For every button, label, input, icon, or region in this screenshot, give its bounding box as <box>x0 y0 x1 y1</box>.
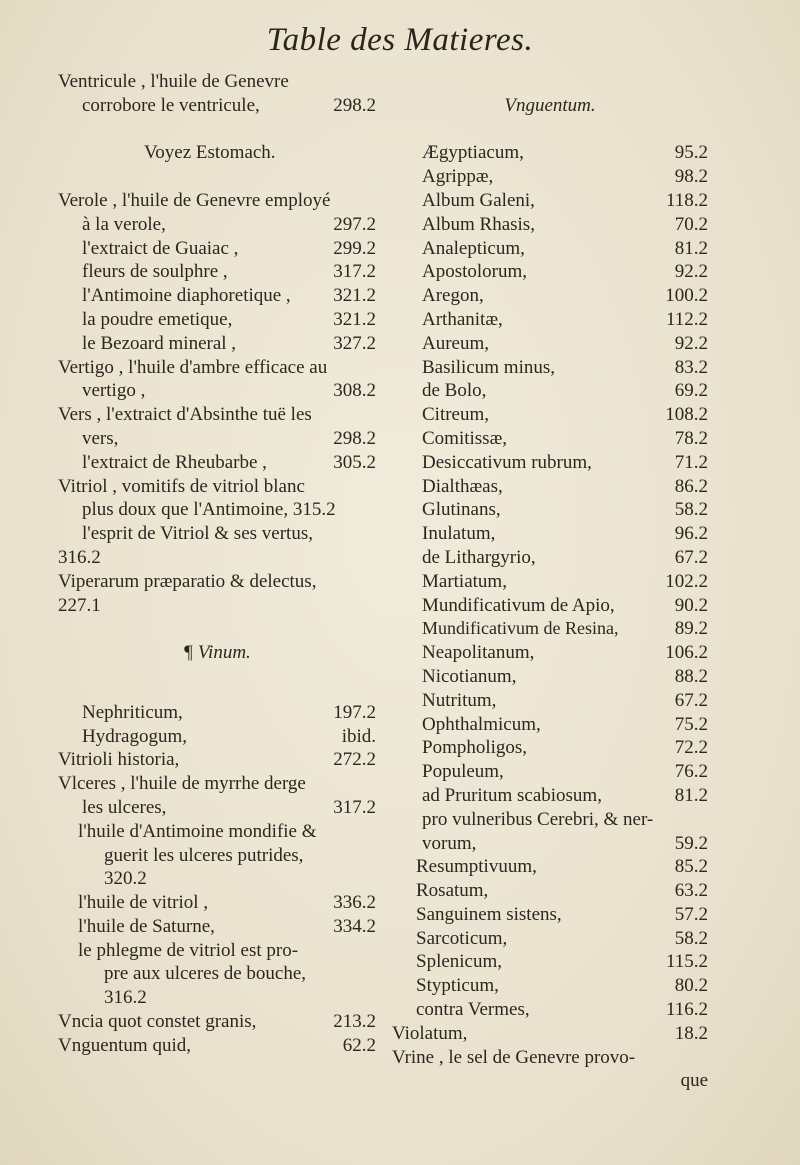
entry-line <box>58 498 376 522</box>
entry-line <box>58 939 376 963</box>
entry-line <box>58 570 376 594</box>
entry-page: 118.2 <box>665 189 708 211</box>
entry-text: Vers , l'extraict d'Absinthe tuë les <box>58 404 312 426</box>
entry-page: 102.2 <box>665 570 708 592</box>
entry-line <box>392 570 708 594</box>
entry-text: Mundificativum de Resina, <box>422 618 619 639</box>
entry-page: 67.2 <box>674 689 708 711</box>
entry-line <box>392 165 708 189</box>
entry-line <box>58 986 376 1010</box>
entry-text: Dialthæas, <box>422 475 503 497</box>
section-heading-vinum <box>58 641 376 665</box>
entry-line <box>58 213 376 237</box>
entry-line <box>392 832 708 856</box>
heading-text: ¶ Vinum. <box>183 642 251 664</box>
entry-text: Comitissæ, <box>422 427 507 449</box>
entry-page: 317.2 <box>333 261 376 283</box>
entry-page: 62.2 <box>342 1034 376 1056</box>
entry-text: Vrine , le sel de Genevre provo- <box>392 1046 636 1068</box>
entry-line <box>392 546 708 570</box>
entry-line <box>58 867 376 891</box>
entry-page: 18.2 <box>674 1022 708 1044</box>
entry-text: vorum, <box>422 832 477 854</box>
entry-text: l'huile d'Antimoine mondifie & <box>78 820 317 842</box>
entry-text: Voyez Estomach. <box>144 142 276 164</box>
entry-text: Resumptivuum, <box>416 856 537 878</box>
entry-text: 227.1 <box>58 594 101 616</box>
entry-text: Hydragogum, <box>82 725 188 747</box>
entry-text: Citreum, <box>422 404 490 426</box>
entry-line <box>58 427 376 451</box>
entry-line <box>58 260 376 284</box>
entry-page: 96.2 <box>674 523 708 545</box>
entry-line <box>392 522 708 546</box>
entry-page: 95.2 <box>674 142 708 164</box>
entry-line <box>58 451 376 475</box>
entry-page: 89.2 <box>674 618 708 640</box>
entry-text: Nutritum, <box>422 689 497 711</box>
entry-line <box>58 1034 376 1058</box>
entry-line <box>392 141 708 165</box>
entry-page: 298.2 <box>333 94 376 116</box>
entry-text: pro vulneribus Cerebri, & ner- <box>422 808 654 830</box>
entry-text: le phlegme de vitriol est pro- <box>78 939 299 961</box>
entry-page: 336.2 <box>333 892 376 914</box>
entry-page: 334.2 <box>333 915 376 937</box>
entry-text: à la verole, <box>82 213 166 235</box>
entry-page: 98.2 <box>674 166 708 188</box>
entry-text: Nephriticum, <box>82 701 183 723</box>
entry-line <box>58 915 376 939</box>
entry-page: 272.2 <box>333 749 376 771</box>
entry-line <box>58 962 376 986</box>
entry-page: 115.2 <box>665 951 708 973</box>
entry-page: 70.2 <box>674 213 708 235</box>
entry-line <box>58 820 376 844</box>
entry-line <box>392 617 708 641</box>
entry-text: Rosatum, <box>416 880 489 902</box>
entry-page: 298.2 <box>333 427 376 449</box>
entry-line <box>392 237 708 261</box>
entry-page: 321.2 <box>333 285 376 307</box>
entry-text: Basilicum minus, <box>422 356 555 378</box>
entry-line <box>392 784 708 808</box>
entry-text: guerit les ulceres putrides, <box>104 844 304 866</box>
entry-line <box>392 260 708 284</box>
entry-line <box>392 451 708 475</box>
entry-text: Splenicum, <box>416 951 503 973</box>
entry-text: Sarcoticum, <box>416 927 508 949</box>
entry-text: Vnguentum quid, <box>58 1034 191 1056</box>
entry-line <box>392 927 708 951</box>
entry-line <box>58 70 376 94</box>
entry-text: Album Galeni, <box>422 189 535 211</box>
entry-line <box>58 94 376 118</box>
entry-text: contra Vermes, <box>416 999 530 1021</box>
entry-page: 76.2 <box>674 761 708 783</box>
entry-line <box>392 689 708 713</box>
section-heading-vnguentum <box>392 94 708 118</box>
entry-line <box>58 475 376 499</box>
entry-text: 316.2 <box>58 546 101 568</box>
entry-line <box>58 748 376 772</box>
entry-text: l'esprit de Vitriol & ses vertus, <box>82 523 313 545</box>
entry-page: 305.2 <box>333 451 376 473</box>
entry-page: 321.2 <box>333 308 376 330</box>
entry-page: 100.2 <box>665 285 708 307</box>
entry-line <box>392 427 708 451</box>
entry-text: l'huile de vitriol , <box>78 892 209 914</box>
entry-line <box>392 594 708 618</box>
entry-text: Sanguinem sistens, <box>416 903 562 925</box>
entry-line <box>392 498 708 522</box>
entry-text: Vncia quot constet granis, <box>58 1011 257 1033</box>
entry-page: 86.2 <box>674 475 708 497</box>
entry-page: 83.2 <box>674 356 708 378</box>
entry-page: 90.2 <box>674 594 708 616</box>
entry-page: 80.2 <box>674 975 708 997</box>
entry-page: 78.2 <box>674 427 708 449</box>
entry-line <box>392 665 708 689</box>
entry-text: Aregon, <box>422 285 484 307</box>
entry-text: les ulceres, <box>82 796 167 818</box>
entry-page: 88.2 <box>674 665 708 687</box>
entry-line <box>58 546 376 570</box>
entry-page: 297.2 <box>333 213 376 235</box>
entry-text: Ophthalmicum, <box>422 713 541 735</box>
entry-page: 69.2 <box>674 380 708 402</box>
entry-text: Populeum, <box>422 761 504 783</box>
entry-text: vertigo , <box>82 380 146 402</box>
entry-text: plus doux que l'Antimoine, 315.2 <box>82 499 336 521</box>
entry-line <box>392 974 708 998</box>
entry-line <box>392 998 708 1022</box>
entry-text: de Lithargyrio, <box>422 546 536 568</box>
entry-text: le Bezoard mineral , <box>82 332 237 354</box>
entry-page: 108.2 <box>665 404 708 426</box>
entry-text: la poudre emetique, <box>82 308 233 330</box>
entry-line <box>392 855 708 879</box>
entry-text: l'extraict de Guaiac , <box>82 237 239 259</box>
entry-text: ad Pruritum scabiosum, <box>422 784 602 806</box>
entry-page: 81.2 <box>674 784 708 806</box>
entry-line <box>58 308 376 332</box>
entry-line <box>392 475 708 499</box>
entry-page: 197.2 <box>333 701 376 723</box>
entry-text: Martiatum, <box>422 570 507 592</box>
entry-page: 81.2 <box>674 237 708 259</box>
entry-text: l'huile de Saturne, <box>78 915 215 937</box>
entry-line <box>392 950 708 974</box>
entry-text: pre aux ulceres de bouche, <box>104 963 307 985</box>
entry-page: 308.2 <box>333 380 376 402</box>
entry-line <box>392 356 708 380</box>
entry-page: 58.2 <box>674 499 708 521</box>
entry-text: fleurs de soulphre , <box>82 261 228 283</box>
entry-line <box>392 189 708 213</box>
entry-page: 116.2 <box>665 999 708 1021</box>
entry-page: 71.2 <box>674 451 708 473</box>
entry-text: Ventricule , l'huile de Genevre <box>58 71 289 92</box>
entry-text: que <box>680 1070 708 1092</box>
entry-line <box>392 641 708 665</box>
entry-line <box>58 844 376 868</box>
entry-line <box>392 713 708 737</box>
entry-text: Viperarum præparatio & delectus, <box>58 570 317 592</box>
entry-line <box>392 213 708 237</box>
entry-text: Arthanitæ, <box>422 308 503 330</box>
entry-text: de Bolo, <box>422 380 487 402</box>
entry-page: 317.2 <box>333 796 376 818</box>
entry-text: Ægyptiacum, <box>422 142 524 164</box>
entry-line <box>392 879 708 903</box>
entry-text: Vitrioli historia, <box>58 749 180 771</box>
entry-line <box>58 701 376 725</box>
entry-text: Pompholigos, <box>422 737 528 759</box>
entry-line <box>392 1046 708 1070</box>
entry-text: Analepticum, <box>422 237 525 259</box>
entry-line <box>392 284 708 308</box>
entry-text: Desiccativum rubrum, <box>422 451 592 473</box>
entry-line <box>58 522 376 546</box>
entry-text: l'Antimoine diaphoretique , <box>82 285 291 307</box>
entry-page: 327.2 <box>333 332 376 354</box>
entry-page: 213.2 <box>333 1011 376 1033</box>
entry-line <box>58 772 376 796</box>
entry-page: 72.2 <box>674 737 708 759</box>
entry-line <box>392 1069 708 1093</box>
entry-line <box>58 189 376 213</box>
entry-line <box>58 594 376 618</box>
entry-line <box>58 725 376 749</box>
entry-line <box>58 891 376 915</box>
entry-text: Verole , l'huile de Genevre employé <box>58 189 331 211</box>
entry-line <box>392 1022 708 1046</box>
entry-text: Stypticum, <box>416 975 499 997</box>
entry-text: 320.2 <box>104 868 147 890</box>
entry-line <box>392 760 708 784</box>
entry-line <box>392 736 708 760</box>
entry-text: Album Rhasis, <box>422 213 535 235</box>
entry-page: 299.2 <box>333 237 376 259</box>
entry-text: Apostolorum, <box>422 261 528 283</box>
entry-text: Neapolitanum, <box>422 642 535 664</box>
entry-line <box>58 332 376 356</box>
right-column <box>392 70 708 1093</box>
entry-text: Aureum, <box>422 332 490 354</box>
entry-page: 67.2 <box>674 546 708 568</box>
entry-text: Vitriol , vomitifs de vitriol blanc <box>58 475 305 497</box>
entry-line <box>392 379 708 403</box>
entry-page: 85.2 <box>674 856 708 878</box>
left-column <box>58 70 376 1058</box>
entry-text: Nicotianum, <box>422 665 517 687</box>
entry-text: Glutinans, <box>422 499 501 521</box>
entry-text: 316.2 <box>104 987 147 1009</box>
entry-page: 58.2 <box>674 927 708 949</box>
entry-line <box>58 796 376 820</box>
page-title: Table des Matieres. <box>266 22 534 58</box>
entry-page: 59.2 <box>674 832 708 854</box>
entry-text: Violatum, <box>392 1022 468 1044</box>
entry-page: 106.2 <box>665 642 708 664</box>
entry-line <box>58 1010 376 1034</box>
entry-line <box>58 379 376 403</box>
entry-page: 57.2 <box>674 903 708 925</box>
entry-line <box>58 141 376 165</box>
entry-text: Agrippæ, <box>422 166 494 188</box>
entry-text: Vertigo , l'huile d'ambre efficace au <box>58 356 328 378</box>
entry-page: 92.2 <box>674 332 708 354</box>
entry-page: 75.2 <box>674 713 708 735</box>
entry-line <box>392 903 708 927</box>
entry-page: ibid. <box>341 725 376 747</box>
entry-page: 92.2 <box>674 261 708 283</box>
entry-text: vers, <box>82 427 119 449</box>
entry-line <box>392 308 708 332</box>
entry-text: l'extraict de Rheubarbe , <box>82 451 267 473</box>
entry-text: Inulatum, <box>422 523 496 545</box>
entry-line <box>392 808 708 832</box>
entry-line <box>392 403 708 427</box>
entry-text: corrobore le ventricule, <box>82 94 260 116</box>
heading-text: Vnguentum. <box>504 94 596 116</box>
entry-line <box>58 237 376 261</box>
entry-page: 63.2 <box>674 880 708 902</box>
entry-page: 112.2 <box>665 308 708 330</box>
entry-line <box>392 332 708 356</box>
entry-line <box>58 356 376 380</box>
entry-text: Vlceres , l'huile de myrrhe derge <box>58 773 306 795</box>
entry-text: Mundificativum de Apio, <box>422 594 615 616</box>
entry-line <box>58 284 376 308</box>
entry-line <box>58 403 376 427</box>
